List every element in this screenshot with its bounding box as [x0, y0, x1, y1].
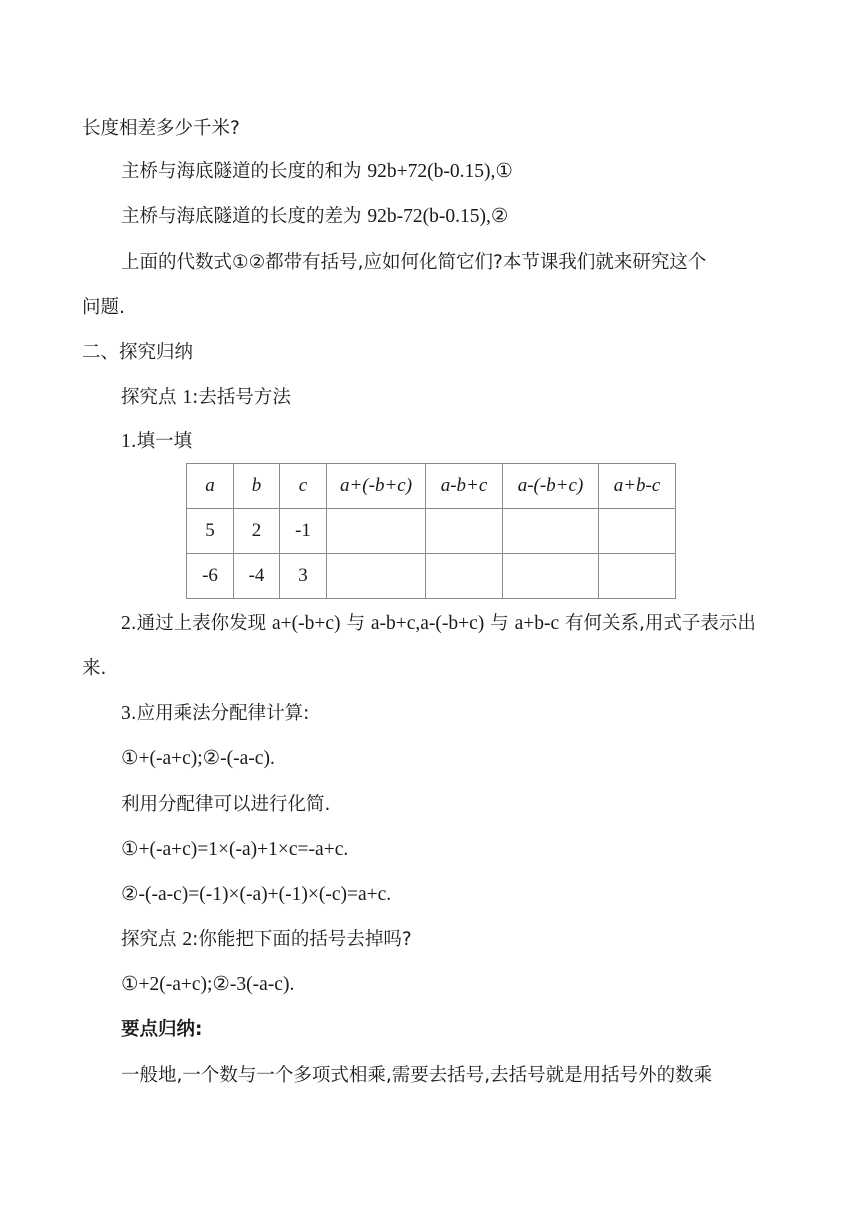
table-cell: -6: [187, 554, 234, 599]
table-header-cell: a-b+c: [426, 464, 503, 509]
task-number: 1: [121, 431, 131, 452]
table-cell: -1: [280, 509, 327, 554]
task-3-heading: [121, 702, 309, 726]
task-2-continuation: 来.: [82, 658, 107, 679]
distributive-note: 利用分配律可以进行化简.: [121, 794, 331, 815]
difference-expression-line: [121, 205, 508, 229]
table-header-row: [187, 464, 676, 509]
task-text: .通过上表你发现: [130, 613, 273, 634]
table-cell: 5: [187, 509, 234, 554]
exploration-title: :去括号方法: [192, 387, 291, 408]
key-points-heading: 要点归纳:: [121, 1019, 203, 1040]
task-text: 有何关系,用式子表示出: [559, 613, 756, 634]
key-points-paragraph: 一般地,一个数与一个多项式相乘,需要去括号,去括号就是用括号外的数乘: [121, 1065, 713, 1086]
task-text: 与: [340, 613, 371, 634]
exploration-label: 探究点: [121, 929, 183, 950]
table-row: [187, 554, 676, 599]
table-row: [187, 509, 676, 554]
exploration-number: 2: [182, 929, 193, 950]
solution-2: ②-(-a-c)=(-1)×(-a)+(-1)×(-c)=a+c.: [121, 884, 392, 905]
table-cell: [327, 509, 426, 554]
table-cell: 3: [280, 554, 327, 599]
table-cell: [599, 554, 676, 599]
table-header-cell: b: [234, 464, 280, 509]
solution-1: ①+(-a+c)=1×(-a)+1×c=-a+c.: [121, 839, 349, 860]
sum-expression-line: [121, 160, 513, 184]
inline-expression: a+b-c: [514, 613, 560, 634]
table-header-cell: a+(-b+c): [327, 464, 426, 509]
sum-label: 主桥与海底隧道的长度的和为: [121, 161, 368, 182]
sum-expression: 92b+72(b-0.15),①: [367, 161, 513, 182]
exploration-point-1: [121, 386, 291, 410]
difference-expression: 92b-72(b-0.15),②: [367, 206, 509, 227]
table-cell: [426, 554, 503, 599]
table-cell: [503, 509, 599, 554]
task-text: 与: [484, 613, 515, 634]
inline-expression: a-b+c,a-(-b+c): [370, 613, 485, 634]
section-heading: 二、探究归纳: [82, 342, 194, 363]
table-cell: [327, 554, 426, 599]
task-2-paragraph: [121, 612, 756, 636]
paragraph-continuation: 长度相差多少千米?: [82, 118, 240, 139]
task-text: .应用乘法分配律计算:: [130, 703, 310, 724]
table-cell: -4: [234, 554, 280, 599]
exploration-2-expressions: ①+2(-a+c);②-3(-a-c).: [121, 974, 295, 995]
exploration-label: 探究点: [121, 387, 183, 408]
table-header-cell: a: [187, 464, 234, 509]
table-cell: [426, 509, 503, 554]
table-cell: 2: [234, 509, 280, 554]
task-title: .填一填: [130, 431, 193, 452]
table-cell: [503, 554, 599, 599]
task-3-expressions: ①+(-a+c);②-(-a-c).: [121, 748, 275, 769]
question-paragraph: 上面的代数式①②都带有括号,应如何化简它们?本节课我们就来研究这个: [121, 252, 707, 273]
exploration-title: :你能把下面的括号去掉吗?: [192, 929, 412, 950]
difference-label: 主桥与海底隧道的长度的差为: [121, 206, 368, 227]
exploration-number: 1: [182, 387, 193, 408]
table-header-cell: a+b-c: [599, 464, 676, 509]
table-header-cell: c: [280, 464, 327, 509]
task-1-heading: [121, 430, 192, 454]
inline-expression: a+(-b+c): [272, 613, 341, 634]
exploration-point-2: [121, 928, 412, 952]
fill-in-table: [186, 463, 676, 599]
question-paragraph-continuation: 问题.: [82, 297, 125, 318]
table-cell: [599, 509, 676, 554]
task-number: 3: [121, 703, 131, 724]
table-header-cell: a-(-b+c): [503, 464, 599, 509]
task-number: 2: [121, 613, 131, 634]
